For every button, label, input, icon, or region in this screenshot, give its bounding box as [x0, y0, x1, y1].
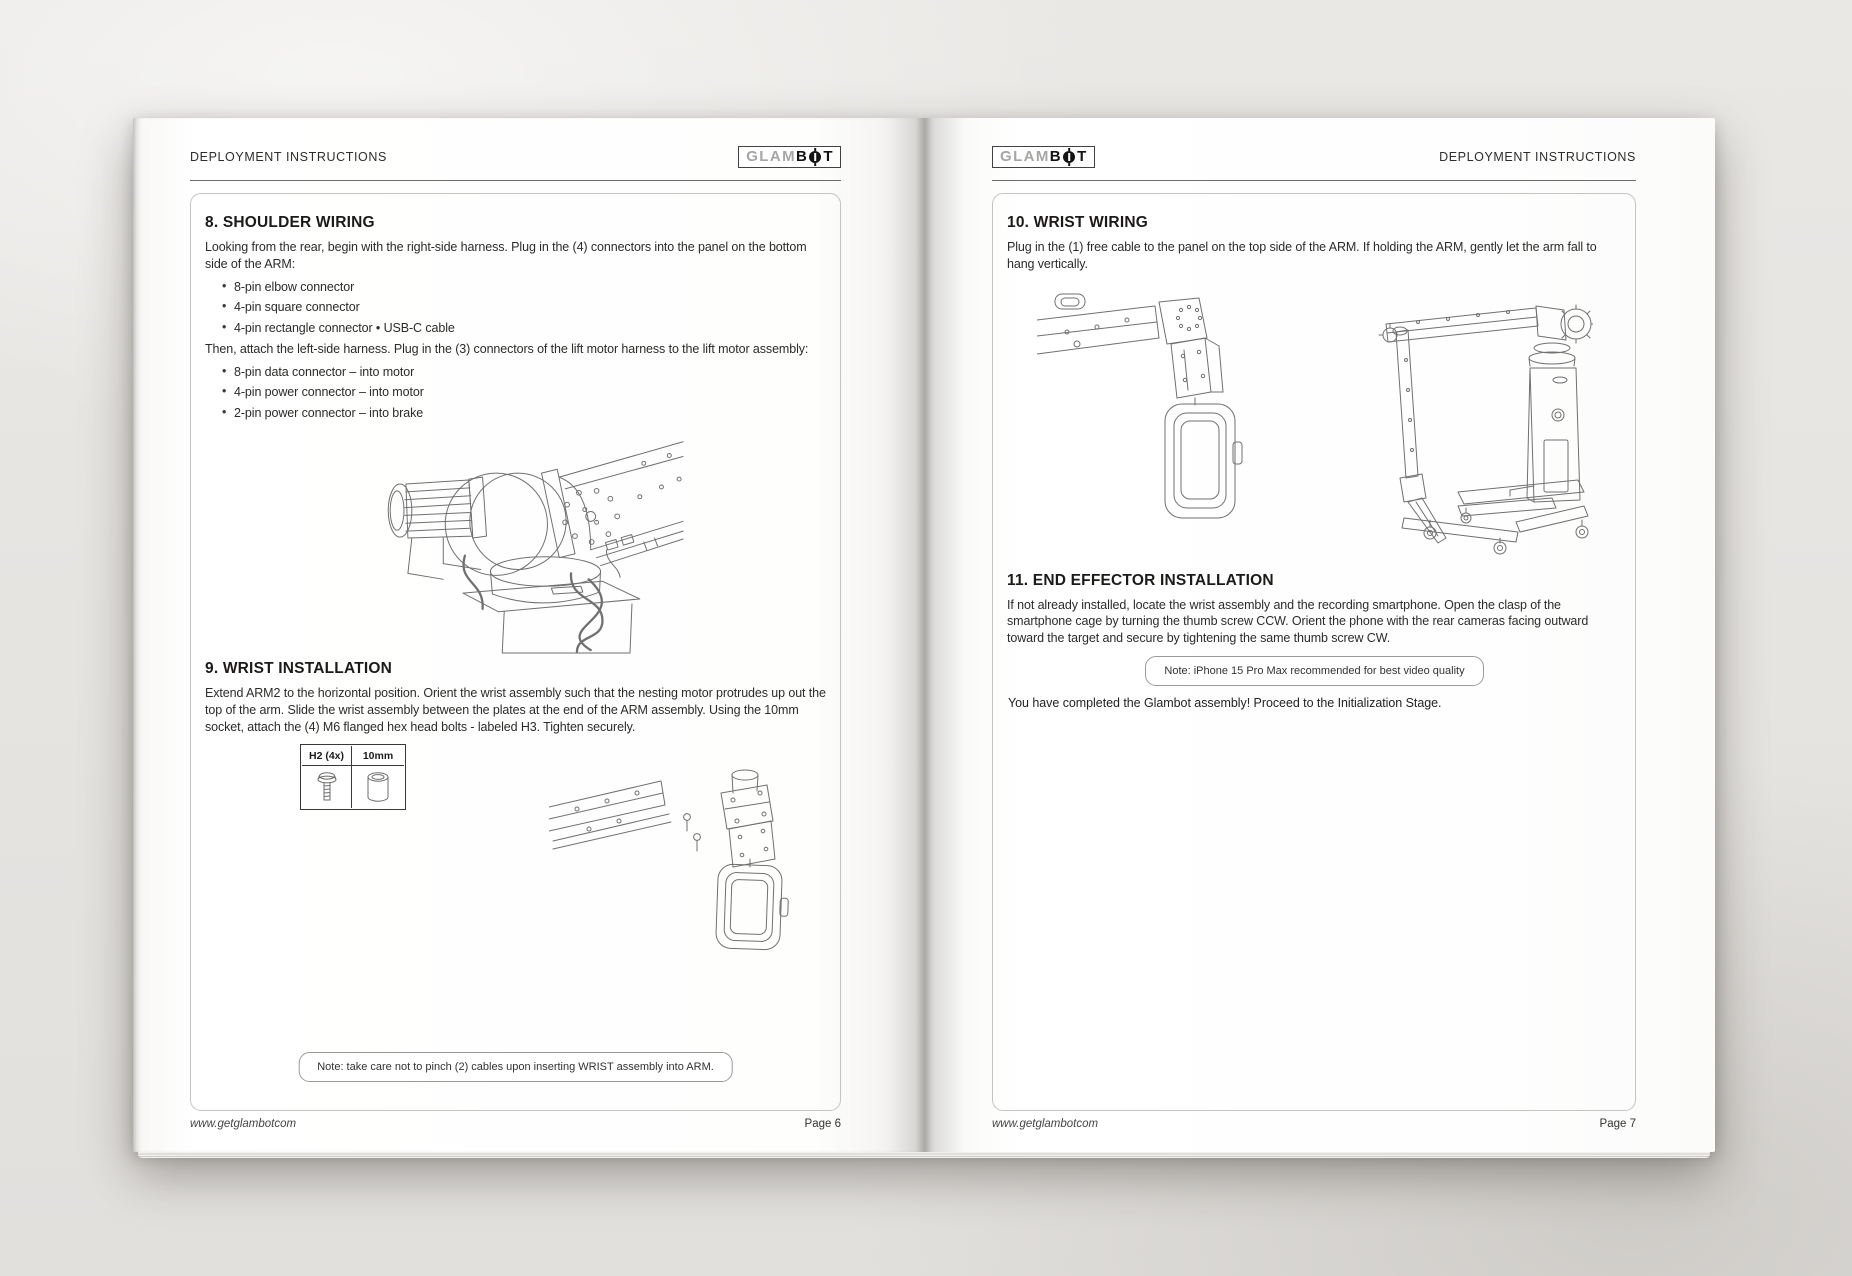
- website-text: www.getglambotcom: [190, 1118, 297, 1130]
- page-number: Page 6: [804, 1118, 841, 1130]
- left-page-footer: [190, 1118, 841, 1130]
- list-item: • 4-pin rectangle connector • USB-C cable: [222, 321, 827, 335]
- logo-glam-text: GLAM: [746, 148, 796, 165]
- section-8-heading: 8. SHOULDER WIRING: [205, 214, 375, 231]
- socket-column-header: 10mm: [352, 746, 404, 766]
- section-10-body: Plug in the (1) free cable to the panel on the top side of the ARM. If holding the ARM, gently let the arm fall to hang vertically.: [1007, 240, 1597, 271]
- hardware-table: [301, 745, 405, 809]
- left-page-header: [190, 142, 841, 181]
- flanged-bolt-icon: [302, 766, 352, 808]
- wrist-wiring-figures: [1007, 280, 1622, 556]
- left-content-frame: [190, 193, 841, 1111]
- right-page-footer: [992, 1118, 1636, 1130]
- logo-t-text: T: [1077, 148, 1087, 165]
- section-11-heading: 11. END EFFECTOR INSTALLATION: [1007, 571, 1274, 589]
- header-title: DEPLOYMENT INSTRUCTIONS: [190, 150, 387, 164]
- logo-glam-text: GLAM: [1000, 148, 1050, 165]
- right-page-header: [992, 142, 1636, 181]
- socket-icon: [352, 766, 404, 808]
- list-item: • 2-pin power connector – into brake: [222, 406, 827, 420]
- logo-t-text: T: [823, 148, 833, 165]
- page-6: [133, 118, 924, 1152]
- section-11-body: If not already installed, locate the wrist assembly and the recording smartphone. Open the clasp of the smartphone cage by turning the thumb screw CCW. Orient the phone with the rear cameras facing outward toward the target and secure by tightening the same thumb screw CW.: [1007, 597, 1589, 645]
- power-o-icon: [808, 150, 822, 164]
- right-content-frame: [992, 193, 1636, 1111]
- website-text: www.getglambotcom: [992, 1118, 1099, 1130]
- wrist-install-figure-area: [205, 743, 827, 959]
- list-item: • 4-pin square connector: [222, 300, 827, 314]
- logo-b-text: B: [795, 148, 808, 165]
- bolt-column-header: H2 (4x): [302, 746, 352, 766]
- pinch-warning-note: Note: take care not to pinch (2) cables upon inserting WRIST assembly into ARM.: [298, 1052, 733, 1082]
- page-number: Page 7: [1599, 1118, 1636, 1130]
- power-o-icon: [1062, 150, 1076, 164]
- list-item: • 8-pin elbow connector: [222, 280, 827, 294]
- iphone-recommendation-note: Note: iPhone 15 Pro Max recommended for best video quality: [1145, 656, 1483, 686]
- wrist-installation-illustration: [549, 759, 827, 955]
- list-item: • 8-pin data connector – into motor: [222, 365, 827, 379]
- glambot-logo: [738, 146, 841, 168]
- header-title: DEPLOYMENT INSTRUCTIONS: [1439, 150, 1636, 164]
- section-9-body: Extend ARM2 to the horizontal position. Orient the wrist assembly such that the nesting motor protrudes up out the top of the arm. Slide the wrist assembly between the plates at the end of the ARM assembly. Using the 10mm socket, attach the (4) M6 flanged hex head bolts - labeled H3. Tighten securely.: [205, 686, 826, 734]
- section-10-heading: 10. WRIST WIRING: [1007, 214, 1148, 231]
- hanging-wrist-illustration: [1037, 280, 1252, 528]
- lift-motor-connector-list: [205, 365, 827, 420]
- full-robot-illustration: [1338, 280, 1593, 556]
- section-8-intro: Looking from the rear, begin with the right-side harness. Plug in the (4) connectors into the panel on the bottom side of the ARM:: [205, 240, 807, 271]
- glambot-logo: [992, 146, 1095, 168]
- logo-b-text: B: [1049, 148, 1062, 165]
- right-harness-connector-list: [205, 280, 827, 335]
- manual-spread: [133, 118, 1715, 1152]
- list-item: • 4-pin power connector – into motor: [222, 385, 827, 399]
- assembly-complete-text: You have completed the Glambot assembly! Proceed to the Initialization Stage.: [1008, 695, 1442, 710]
- page-7: [924, 118, 1715, 1152]
- section-9-heading: 9. WRIST INSTALLATION: [205, 660, 393, 678]
- section-8-para2: Then, attach the left-side harness. Plug in the (3) connectors of the lift motor harness to the lift motor assembly:: [205, 342, 809, 356]
- shoulder-wiring-illustration: [346, 426, 686, 654]
